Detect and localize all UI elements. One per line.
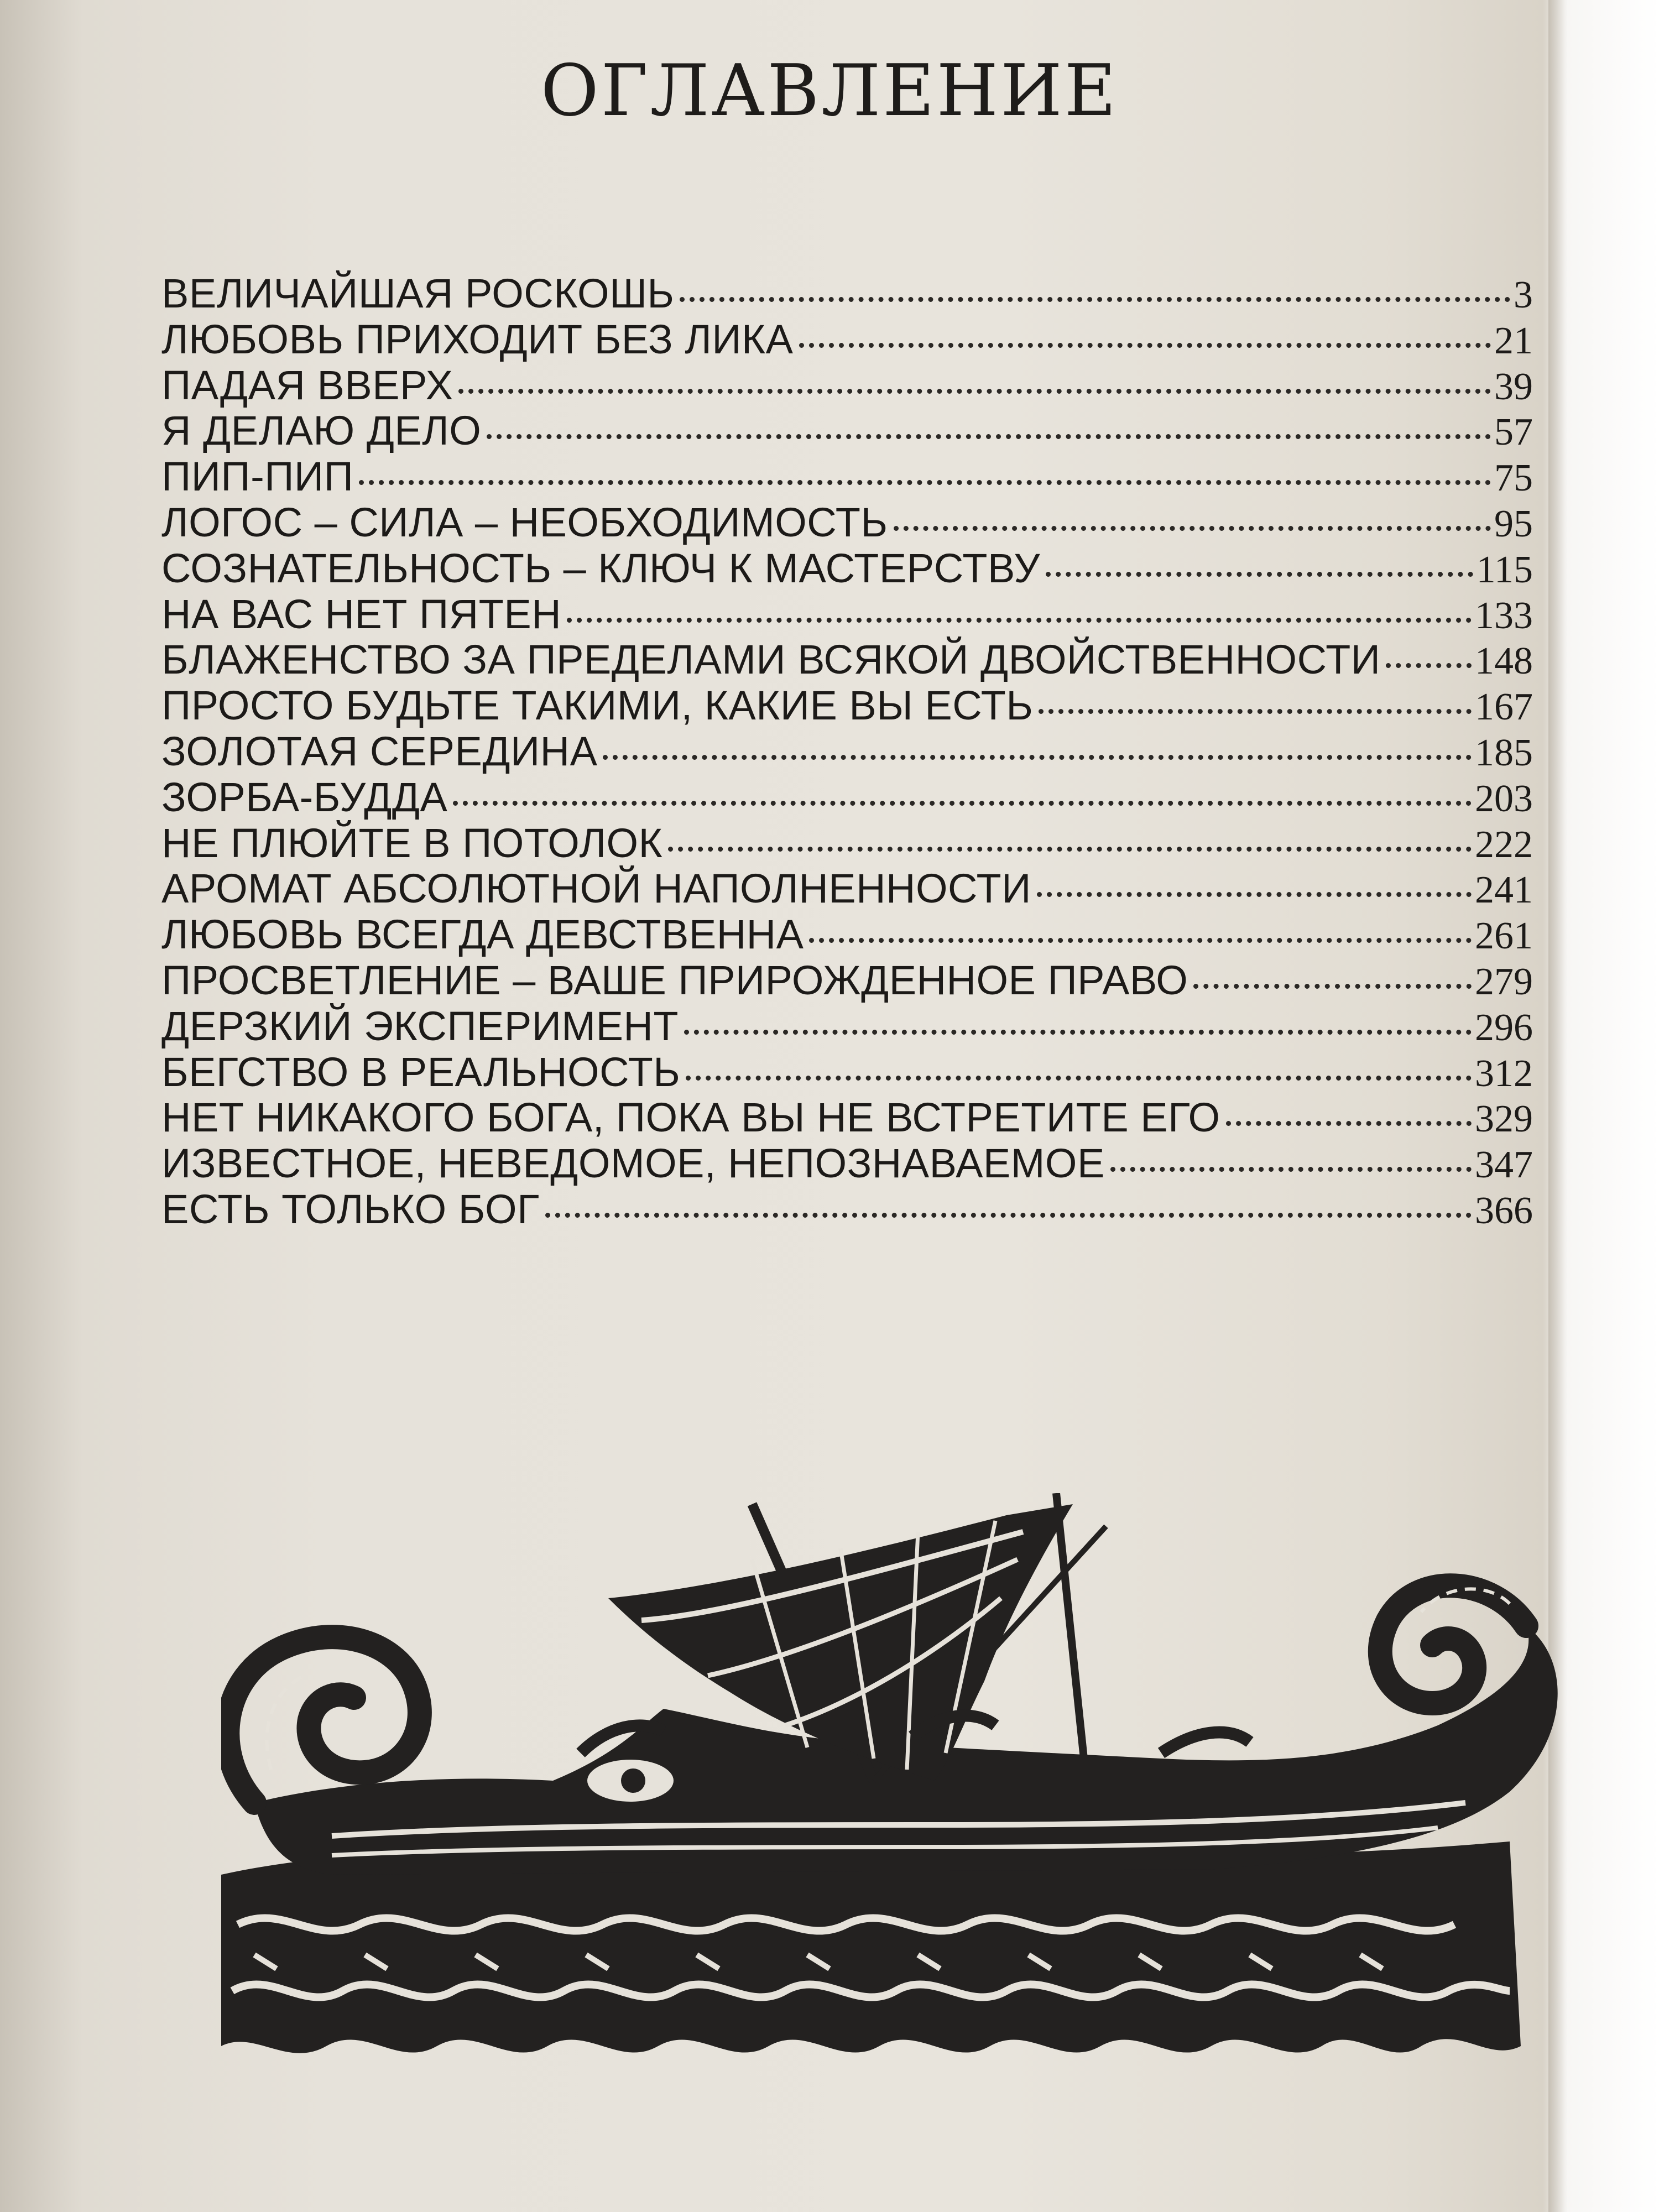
- toc-entry-title: ПРОСВЕТЛЕНИЕ – ВАШЕ ПРИРОЖДЕННОЕ ПРАВО: [161, 957, 1188, 1003]
- toc-entry-title: Я ДЕЛАЮ ДЕЛО: [161, 408, 482, 454]
- dot-leader: [1037, 892, 1472, 897]
- toc-entry: [161, 545, 1533, 591]
- toc-entry-page-number: 222: [1475, 823, 1533, 866]
- dot-leader: [1110, 1167, 1472, 1172]
- dot-leader: [1039, 709, 1472, 714]
- dot-leader: [487, 434, 1491, 439]
- toc-entry: [161, 1094, 1533, 1140]
- toc-entry: [161, 591, 1533, 637]
- toc-entry-title: ЗОРБА-БУДДА: [161, 774, 448, 820]
- toc-entry-title: СОЗНАТЕЛЬНОСТЬ – КЛЮЧ К МАСТЕРСТВУ: [161, 545, 1040, 591]
- toc-entry: [161, 636, 1533, 682]
- dot-leader: [680, 297, 1510, 302]
- toc-entry-title: НЕ ПЛЮЙТЕ В ПОТОЛОК: [161, 820, 663, 866]
- toc-entry-page-number: 296: [1475, 1006, 1533, 1049]
- dot-leader: [359, 480, 1491, 485]
- toc-entry-title: ВЕЛИЧАЙШАЯ РОСКОШЬ: [161, 270, 675, 316]
- toc-entry: [161, 1186, 1533, 1232]
- toc-entry: [161, 728, 1533, 774]
- toc-entry: [161, 957, 1533, 1003]
- toc-entry-title: БЛАЖЕНСТВО ЗА ПРЕДЕЛАМИ ВСЯКОЙ ДВОЙСТВЕННОСТИ: [161, 637, 1381, 683]
- toc-entry-page-number: 185: [1475, 731, 1533, 774]
- dot-leader: [1226, 1121, 1472, 1126]
- toc-entry-page-number: 167: [1475, 686, 1533, 729]
- toc-entry-page-number: 133: [1475, 594, 1533, 637]
- dot-leader: [668, 847, 1472, 852]
- toc-entry-title: НА ВАС НЕТ ПЯТЕН: [161, 591, 562, 637]
- toc-entry-title: ПАДАЯ ВВЕРХ: [161, 362, 453, 408]
- toc-entry-page-number: 21: [1494, 319, 1533, 362]
- toc-entry: [161, 316, 1533, 362]
- table-of-contents: [161, 270, 1533, 1232]
- toc-entry: [161, 407, 1533, 453]
- toc-entry-title: АРОМАТ АБСОЛЮТНОЙ НАПОЛНЕННОСТИ: [161, 865, 1031, 912]
- toc-entry: [161, 682, 1533, 728]
- toc-entry-title: ПРОСТО БУДЬТЕ ТАКИМИ, КАКИЕ ВЫ ЕСТЬ: [161, 682, 1034, 729]
- toc-entry-title: ЛОГОС – СИЛА – НЕОБХОДИМОСТЬ: [161, 499, 888, 545]
- dot-leader: [545, 1213, 1472, 1218]
- toc-entry-title: ДЕРЗКИЙ ЭКСПЕРИМЕНТ: [161, 1003, 679, 1049]
- toc-entry-page-number: 347: [1475, 1144, 1533, 1187]
- toc-entry: [161, 499, 1533, 545]
- toc-entry-title: ЕСТЬ ТОЛЬКО БОГ: [161, 1186, 540, 1232]
- toc-entry-page-number: 279: [1475, 960, 1533, 1003]
- toc-entry-title: НЕТ НИКАКОГО БОГА, ПОКА ВЫ НЕ ВСТРЕТИТЕ ЕГО: [161, 1094, 1220, 1141]
- toc-entry-page-number: 39: [1494, 365, 1533, 408]
- toc-entry-title: ЗОЛОТАЯ СЕРЕДИНА: [161, 728, 598, 774]
- toc-entry: [161, 865, 1533, 911]
- toc-entry-page-number: 75: [1494, 457, 1533, 500]
- page-title: ОГЛАВЛЕНИЕ: [540, 50, 1119, 132]
- dot-leader: [603, 755, 1472, 760]
- toc-entry: [161, 362, 1533, 408]
- toc-entry-page-number: 148: [1475, 640, 1533, 683]
- dot-leader: [567, 618, 1472, 623]
- dot-leader: [799, 343, 1491, 348]
- toc-entry: [161, 1140, 1533, 1186]
- toc-entry-page-number: 3: [1514, 274, 1533, 316]
- left-wave-spiral: [227, 1637, 420, 1803]
- ship-on-waves-icon: [221, 1493, 1576, 2085]
- toc-entry: [161, 911, 1533, 957]
- toc-entry-page-number: 261: [1475, 915, 1533, 958]
- toc-entry: [161, 270, 1533, 316]
- dot-leader: [1046, 572, 1473, 577]
- toc-entry-page-number: 57: [1494, 411, 1533, 454]
- dot-leader: [809, 938, 1472, 943]
- dot-leader: [684, 1030, 1472, 1035]
- toc-entry: [161, 1003, 1533, 1048]
- dot-leader: [458, 389, 1491, 394]
- dot-leader: [453, 801, 1472, 806]
- toc-entry-page-number: 115: [1476, 548, 1533, 591]
- toc-entry-title: ПИП-ПИП: [161, 453, 354, 500]
- dot-leader: [894, 526, 1491, 531]
- toc-entry: [161, 820, 1533, 865]
- dot-leader: [1386, 663, 1472, 668]
- dot-leader: [686, 1076, 1472, 1081]
- toc-entry-page-number: 312: [1475, 1052, 1533, 1095]
- toc-entry-title: ЛЮБОВЬ ПРИХОДИТ БЕЗ ЛИКА: [161, 316, 794, 362]
- toc-entry: [161, 453, 1533, 499]
- toc-entry-page-number: 203: [1475, 777, 1533, 820]
- toc-entry-title: БЕГСТВО В РЕАЛЬНОСТЬ: [161, 1048, 681, 1095]
- dot-leader: [1193, 984, 1472, 989]
- toc-entry-page-number: 241: [1475, 869, 1533, 912]
- toc-entry-page-number: 95: [1494, 502, 1533, 545]
- toc-entry-title: ИЗВЕСТНОЕ, НЕВЕДОМОЕ, НЕПОЗНАВАЕМОЕ: [161, 1140, 1105, 1187]
- toc-entry-page-number: 329: [1475, 1098, 1533, 1141]
- toc-entry: [161, 1048, 1533, 1094]
- toc-entry-title: ЛЮБОВЬ ВСЕГДА ДЕВСТВЕННА: [161, 911, 804, 958]
- toc-entry-page-number: 366: [1475, 1189, 1533, 1232]
- toc-entry: [161, 774, 1533, 820]
